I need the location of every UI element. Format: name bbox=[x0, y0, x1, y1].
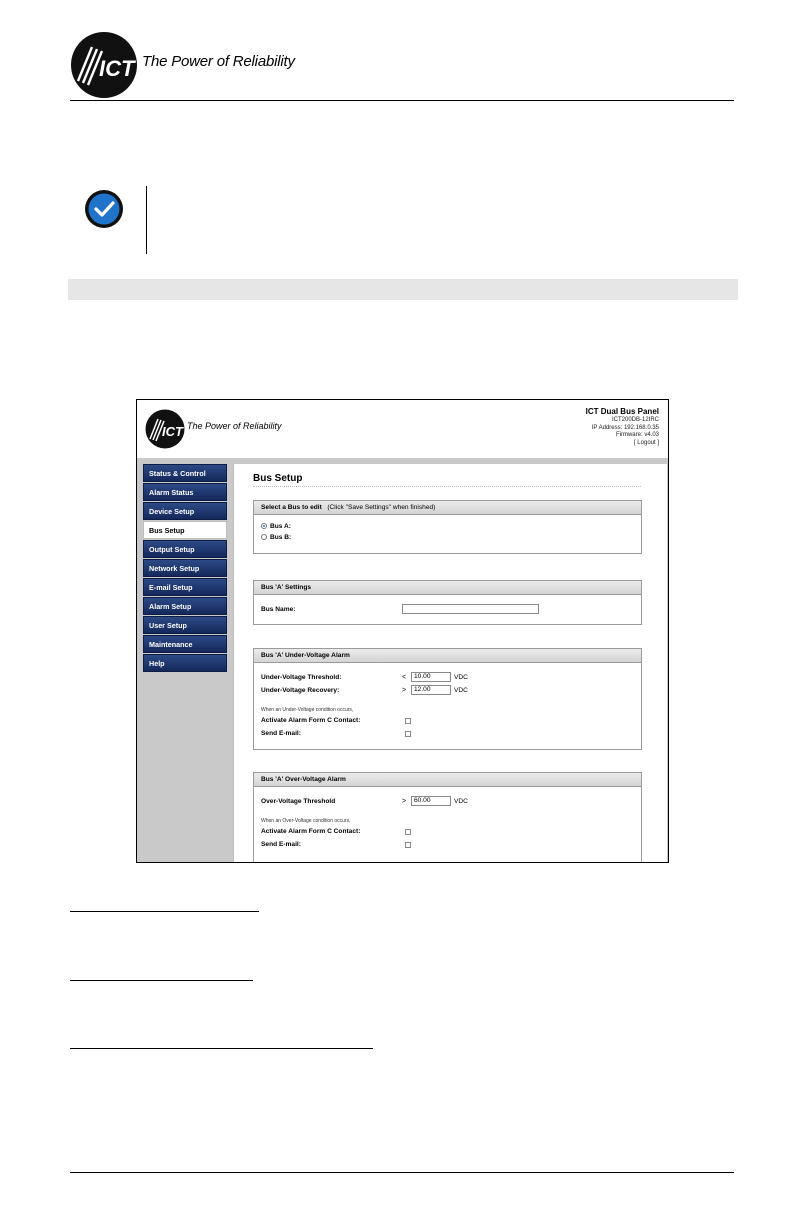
content-area bbox=[233, 464, 667, 863]
title-divider bbox=[253, 486, 641, 487]
nav-item-output-setup[interactable]: Output Setup bbox=[143, 540, 227, 558]
web-ui-screenshot bbox=[136, 399, 669, 863]
under-contact-label: Activate Alarm Form C Contact: bbox=[261, 717, 361, 724]
ui-header bbox=[137, 400, 668, 458]
nav-item-status-control[interactable]: Status & Control bbox=[143, 464, 227, 482]
section-heading-underline bbox=[70, 980, 253, 981]
panel-title: Select a Bus to edit bbox=[261, 504, 322, 511]
over-email-checkbox[interactable] bbox=[405, 842, 411, 848]
svg-text:ICT: ICT bbox=[99, 56, 135, 81]
under-threshold-operator: < bbox=[402, 674, 407, 681]
over-threshold-operator: > bbox=[402, 798, 407, 805]
nav-item-alarm-setup[interactable]: Alarm Setup bbox=[143, 597, 227, 615]
bus-a-label: Bus A: bbox=[270, 523, 292, 530]
sidebar-nav bbox=[143, 464, 227, 673]
under-email-label: Send E-mail: bbox=[261, 730, 301, 737]
under-recovery-operator: > bbox=[402, 687, 407, 694]
nav-item-device-setup[interactable]: Device Setup bbox=[143, 502, 227, 520]
device-firmware: Firmware: v4.03 bbox=[615, 432, 659, 438]
over-condition-note: When an Over-Voltage condition occurs, bbox=[261, 818, 351, 824]
under-threshold-unit: VDC bbox=[454, 674, 468, 681]
header-rule bbox=[70, 100, 734, 101]
section-heading-underline bbox=[70, 911, 259, 912]
under-condition-note: When an Under-Voltage condition occurs, bbox=[261, 707, 354, 713]
under-voltage-panel bbox=[253, 648, 642, 750]
device-model: ICT200DB-12IRC bbox=[611, 417, 659, 423]
ui-body bbox=[137, 458, 668, 862]
ict-logo-icon bbox=[70, 31, 138, 99]
bus-b-option[interactable] bbox=[261, 534, 291, 541]
bus-b-radio[interactable] bbox=[261, 534, 267, 540]
under-recovery-unit: VDC bbox=[454, 687, 468, 694]
nav-item-bus-setup[interactable]: Bus Setup bbox=[143, 521, 227, 539]
over-threshold-input[interactable]: 60.00 bbox=[411, 796, 451, 806]
section-band bbox=[68, 279, 738, 300]
ui-tagline: The Power of Reliability bbox=[187, 421, 282, 431]
nav-item-maintenance[interactable]: Maintenance bbox=[143, 635, 227, 653]
over-contact-checkbox[interactable] bbox=[405, 829, 411, 835]
panel-header bbox=[254, 501, 641, 515]
under-recovery-input[interactable]: 12.00 bbox=[411, 685, 451, 695]
ict-logo-icon bbox=[145, 409, 185, 449]
nav-item-alarm-status[interactable]: Alarm Status bbox=[143, 483, 227, 501]
bus-settings-panel bbox=[253, 580, 642, 625]
page-tagline: The Power of Reliability bbox=[142, 53, 295, 70]
logout-link[interactable]: [ Logout ] bbox=[633, 439, 659, 446]
over-contact-label: Activate Alarm Form C Contact: bbox=[261, 828, 361, 835]
panel-hint: (Click "Save Settings" when finished) bbox=[327, 504, 436, 511]
note-divider bbox=[146, 186, 147, 254]
panel-header: Bus 'A' Under-Voltage Alarm bbox=[254, 649, 641, 663]
device-ip: IP Address: 192.168.0.35 bbox=[591, 424, 659, 431]
panel-header: Bus 'A' Settings bbox=[254, 581, 641, 595]
under-threshold-label: Under-Voltage Threshold: bbox=[261, 674, 342, 681]
footer-rule bbox=[70, 1172, 734, 1173]
under-contact-checkbox[interactable] bbox=[405, 718, 411, 724]
bus-name-label: Bus Name: bbox=[261, 606, 296, 613]
device-title: ICT Dual Bus Panel bbox=[585, 407, 659, 416]
device-info bbox=[586, 407, 659, 447]
under-threshold-input[interactable]: 10.00 bbox=[411, 672, 451, 682]
svg-text:ICT: ICT bbox=[162, 424, 183, 439]
nav-item-email-setup[interactable]: E-mail Setup bbox=[143, 578, 227, 596]
bus-name-input[interactable] bbox=[402, 604, 539, 614]
over-threshold-label: Over-Voltage Threshold bbox=[261, 798, 336, 805]
over-email-label: Send E-mail: bbox=[261, 841, 301, 848]
over-threshold-unit: VDC bbox=[454, 798, 468, 805]
select-bus-panel bbox=[253, 500, 642, 554]
nav-item-help[interactable]: Help bbox=[143, 654, 227, 672]
nav-item-network-setup[interactable]: Network Setup bbox=[143, 559, 227, 577]
nav-item-user-setup[interactable]: User Setup bbox=[143, 616, 227, 634]
section-heading-underline bbox=[70, 1048, 373, 1049]
bus-b-label: Bus B: bbox=[270, 534, 292, 541]
bus-a-radio[interactable] bbox=[261, 523, 267, 529]
under-recovery-label: Under-Voltage Recovery: bbox=[261, 687, 340, 694]
panel-header: Bus 'A' Over-Voltage Alarm bbox=[254, 773, 641, 787]
bus-a-option[interactable] bbox=[261, 523, 291, 530]
checkmark-icon bbox=[84, 189, 124, 229]
under-email-checkbox[interactable] bbox=[405, 731, 411, 737]
over-voltage-panel bbox=[253, 772, 642, 863]
content-title: Bus Setup bbox=[253, 473, 303, 484]
